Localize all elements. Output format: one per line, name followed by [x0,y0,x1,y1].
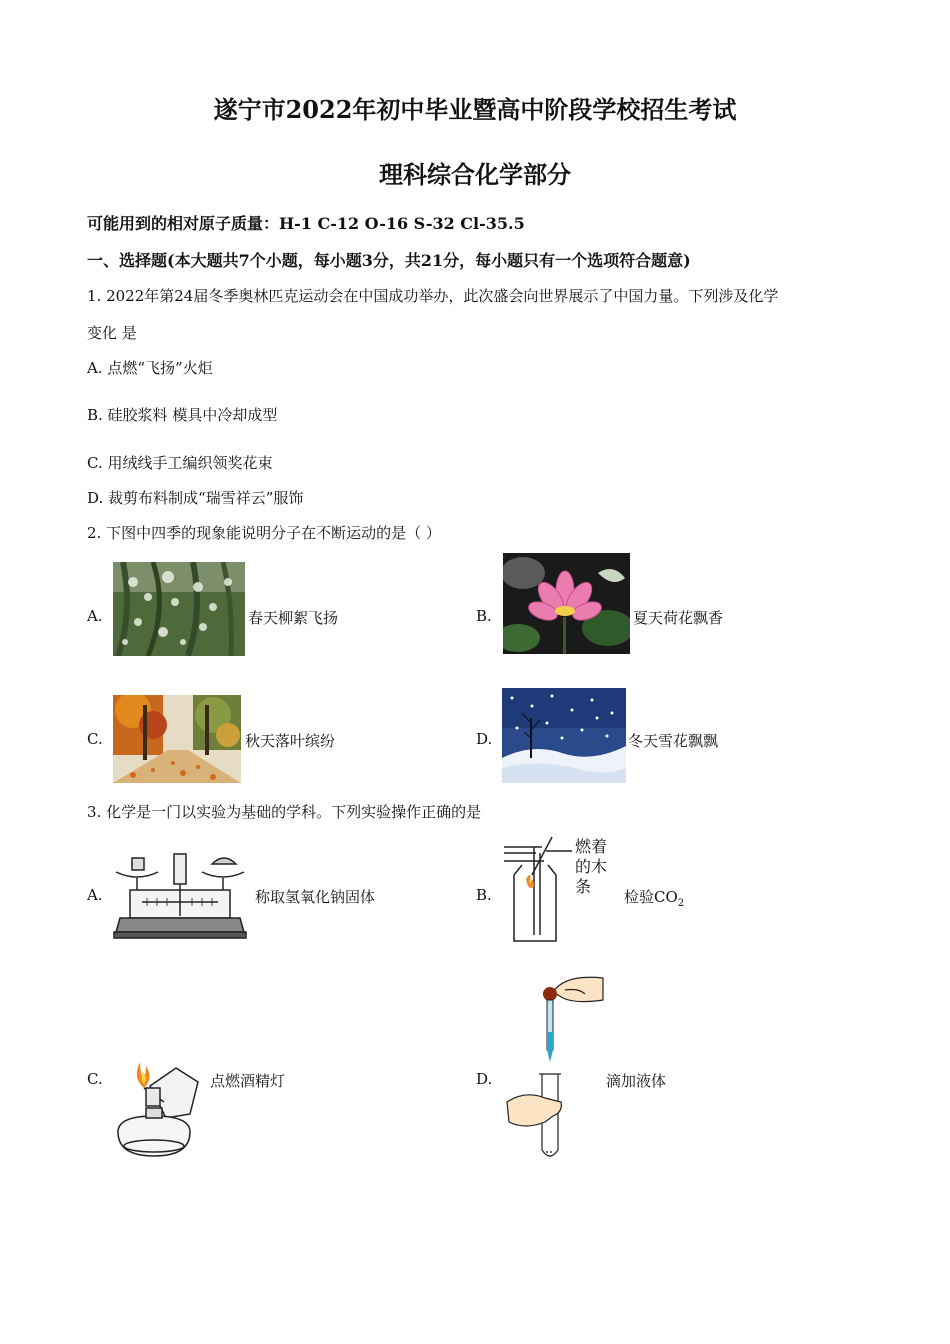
q3-option-d-text: 滴加液体 [606,1072,667,1090]
q2-option-d-text: 冬天雪花飘飘 [628,732,719,750]
balance-scale-drawing [112,850,248,942]
q1-option-b: B. 硅胶浆料 模具中冷却成型 [87,406,278,424]
wood-strip-label-line1: 燃着 [575,837,608,856]
wood-strip-label-line2: 的木 [575,857,608,876]
gas-bottle-wood-strip-drawing [502,835,574,945]
q1-stem-line1: 1. 2022年第24届冬季奥林匹克运动会在中国成功举办，此次盛会向世界展示了中国力量。下列涉及化学 [87,287,779,305]
q3-option-b-letter: B. [476,886,492,904]
q3-option-c-text: 点燃酒精灯 [210,1072,286,1090]
q3-option-a-text: 称取氢氧化钠固体 [255,888,376,906]
q1-option-c: C. 用绒线手工编织领奖花束 [87,454,273,472]
q3-stem: 3. 化学是一门以实验为基础的学科。下列实验操作正确的是 [87,803,482,821]
q3-option-d-letter: D. [476,1070,493,1088]
dropper-test-tube-drawing [505,970,605,1165]
q3-option-c-letter: C. [87,1070,103,1088]
q2-option-d-letter: D. [476,730,493,748]
willow-catkins-photo [113,562,245,656]
wood-strip-label-line3: 条 [575,877,592,896]
q2-stem: 2. 下图中四季的现象能说明分子在不断运动的是（ ） [87,524,441,542]
autumn-leaves-photo [113,695,241,783]
q3-option-b-text-main: 检验CO [624,888,678,906]
q1-option-a: A. 点燃“飞扬”火炬 [87,359,213,377]
q2-option-a-letter: A. [87,607,103,625]
q3-option-b-text [624,886,684,909]
lotus-flower-photo [503,553,630,654]
exam-title: 遂宁市2022年初中毕业暨高中阶段学校招生考试 [213,95,737,124]
q2-option-c-text: 秋天落叶缤纷 [245,732,336,750]
section-heading: 一、选择题(本大题共7个小题，每小题3分，共21分，每小题只有一个选项符合题意) [87,251,691,270]
q1-option-d: D. 裁剪布料制成“瑞雪祥云”服饰 [87,489,304,507]
q2-option-b-letter: B. [476,607,492,625]
q1-stem-line2: 变化 是 [87,324,137,342]
winter-snow-photo [502,688,626,783]
atomic-mass-line: 可能用到的相对原子质量：H-1 C-12 O-16 S-32 Cl-35.5 [87,214,525,233]
q2-option-a-text: 春天柳絮飞扬 [248,609,339,627]
q2-option-b-text: 夏天荷花飘香 [633,609,724,627]
q2-option-c-letter: C. [87,730,103,748]
alcohol-lamp-drawing [110,1058,204,1162]
wood-strip-label [575,837,607,897]
q3-option-b-subscript: 2 [677,898,685,909]
exam-subtitle: 理科综合化学部分 [379,160,571,189]
q3-option-a-letter: A. [87,886,103,904]
